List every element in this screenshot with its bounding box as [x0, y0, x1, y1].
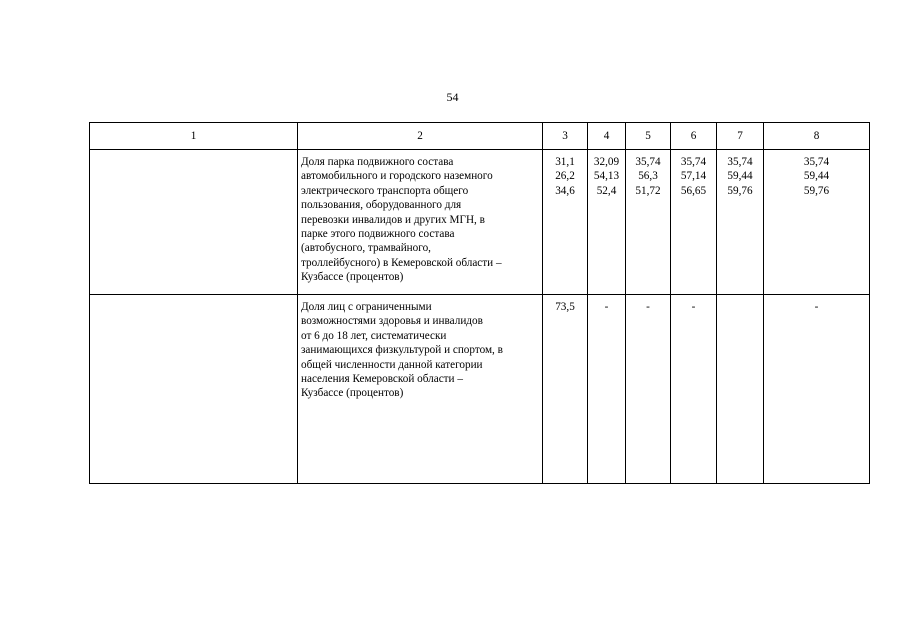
description-line: пользования, оборудованного для	[301, 199, 462, 212]
value: 51,72	[635, 184, 661, 197]
header-row	[90, 123, 870, 150]
description-line: (автобусного, трамвайного,	[301, 242, 431, 255]
header-cell: 2	[298, 123, 543, 150]
value: 31,1	[555, 156, 575, 168]
value-cell	[543, 295, 588, 484]
value: -	[691, 301, 696, 313]
indicators-table	[89, 122, 870, 484]
value: -	[646, 301, 650, 313]
description-line: Доля лиц с ограниченными	[301, 301, 432, 313]
page-number: 54	[446, 90, 459, 104]
description-line: электрического транспорта общего	[301, 184, 469, 197]
value: 35,74	[803, 156, 830, 168]
header-cell: 4	[588, 123, 626, 150]
value: 34,6	[555, 184, 575, 197]
description-line: Кузбассе (процентов)	[301, 271, 404, 284]
description-line: перевозки инвалидов и других МГН, в	[301, 213, 485, 226]
value: 59,44	[803, 170, 830, 183]
value: 56,3	[638, 170, 658, 183]
value: 59,76	[727, 184, 753, 197]
header-cell: 8	[764, 123, 870, 150]
description-line: занимающихся физкультурой и спортом, в	[301, 344, 503, 357]
value: 52,4	[596, 184, 617, 197]
value-cell	[764, 150, 870, 295]
indicator-description	[298, 295, 543, 484]
header-cell: 1	[90, 123, 298, 150]
value-cell	[717, 295, 764, 484]
description-line: Доля парка подвижного состава	[301, 156, 454, 168]
description-line: парке этого подвижного состава	[301, 228, 455, 241]
value: 59,44	[727, 170, 753, 183]
value: 35,74	[727, 156, 753, 168]
description-line: Кузбассе (процентов)	[301, 387, 404, 400]
value: -	[604, 301, 609, 313]
description-line: возможностями здоровья и инвалидов	[301, 315, 483, 328]
value-cell	[588, 150, 626, 295]
description-line: от 6 до 18 лет, систематически	[301, 329, 447, 342]
description-line: троллейбусного) в Кемеровской области –	[301, 256, 502, 269]
table-cell	[90, 150, 298, 295]
value: 56,65	[680, 184, 707, 197]
value: 32,09	[593, 156, 620, 168]
header-cell: 6	[671, 123, 717, 150]
value-cell	[671, 295, 717, 484]
indicator-description	[298, 150, 543, 295]
value: 59,76	[803, 184, 830, 197]
description-line: населения Кемеровской области –	[301, 373, 463, 386]
table-row	[90, 150, 870, 295]
header-cell: 3	[543, 123, 588, 150]
value: -	[814, 301, 819, 313]
value: 26,2	[555, 170, 575, 183]
header-cell: 7	[717, 123, 764, 150]
value-cell	[626, 150, 671, 295]
table-cell	[90, 295, 298, 484]
value-cell	[543, 150, 588, 295]
value: 57,14	[680, 170, 707, 183]
description-line: автомобильного и городского наземного	[301, 170, 493, 183]
header-cell: 5	[626, 123, 671, 150]
value: 35,74	[680, 156, 707, 168]
table-row	[90, 295, 870, 484]
value-cell	[671, 150, 717, 295]
value-cell	[717, 150, 764, 295]
value-cell	[626, 295, 671, 484]
value-cell	[764, 295, 870, 484]
value: 73,5	[555, 301, 575, 313]
value: 35,74	[635, 156, 661, 168]
description-line: общей численности данной категории	[301, 358, 483, 371]
value: 54,13	[593, 170, 620, 183]
value-cell	[588, 295, 626, 484]
